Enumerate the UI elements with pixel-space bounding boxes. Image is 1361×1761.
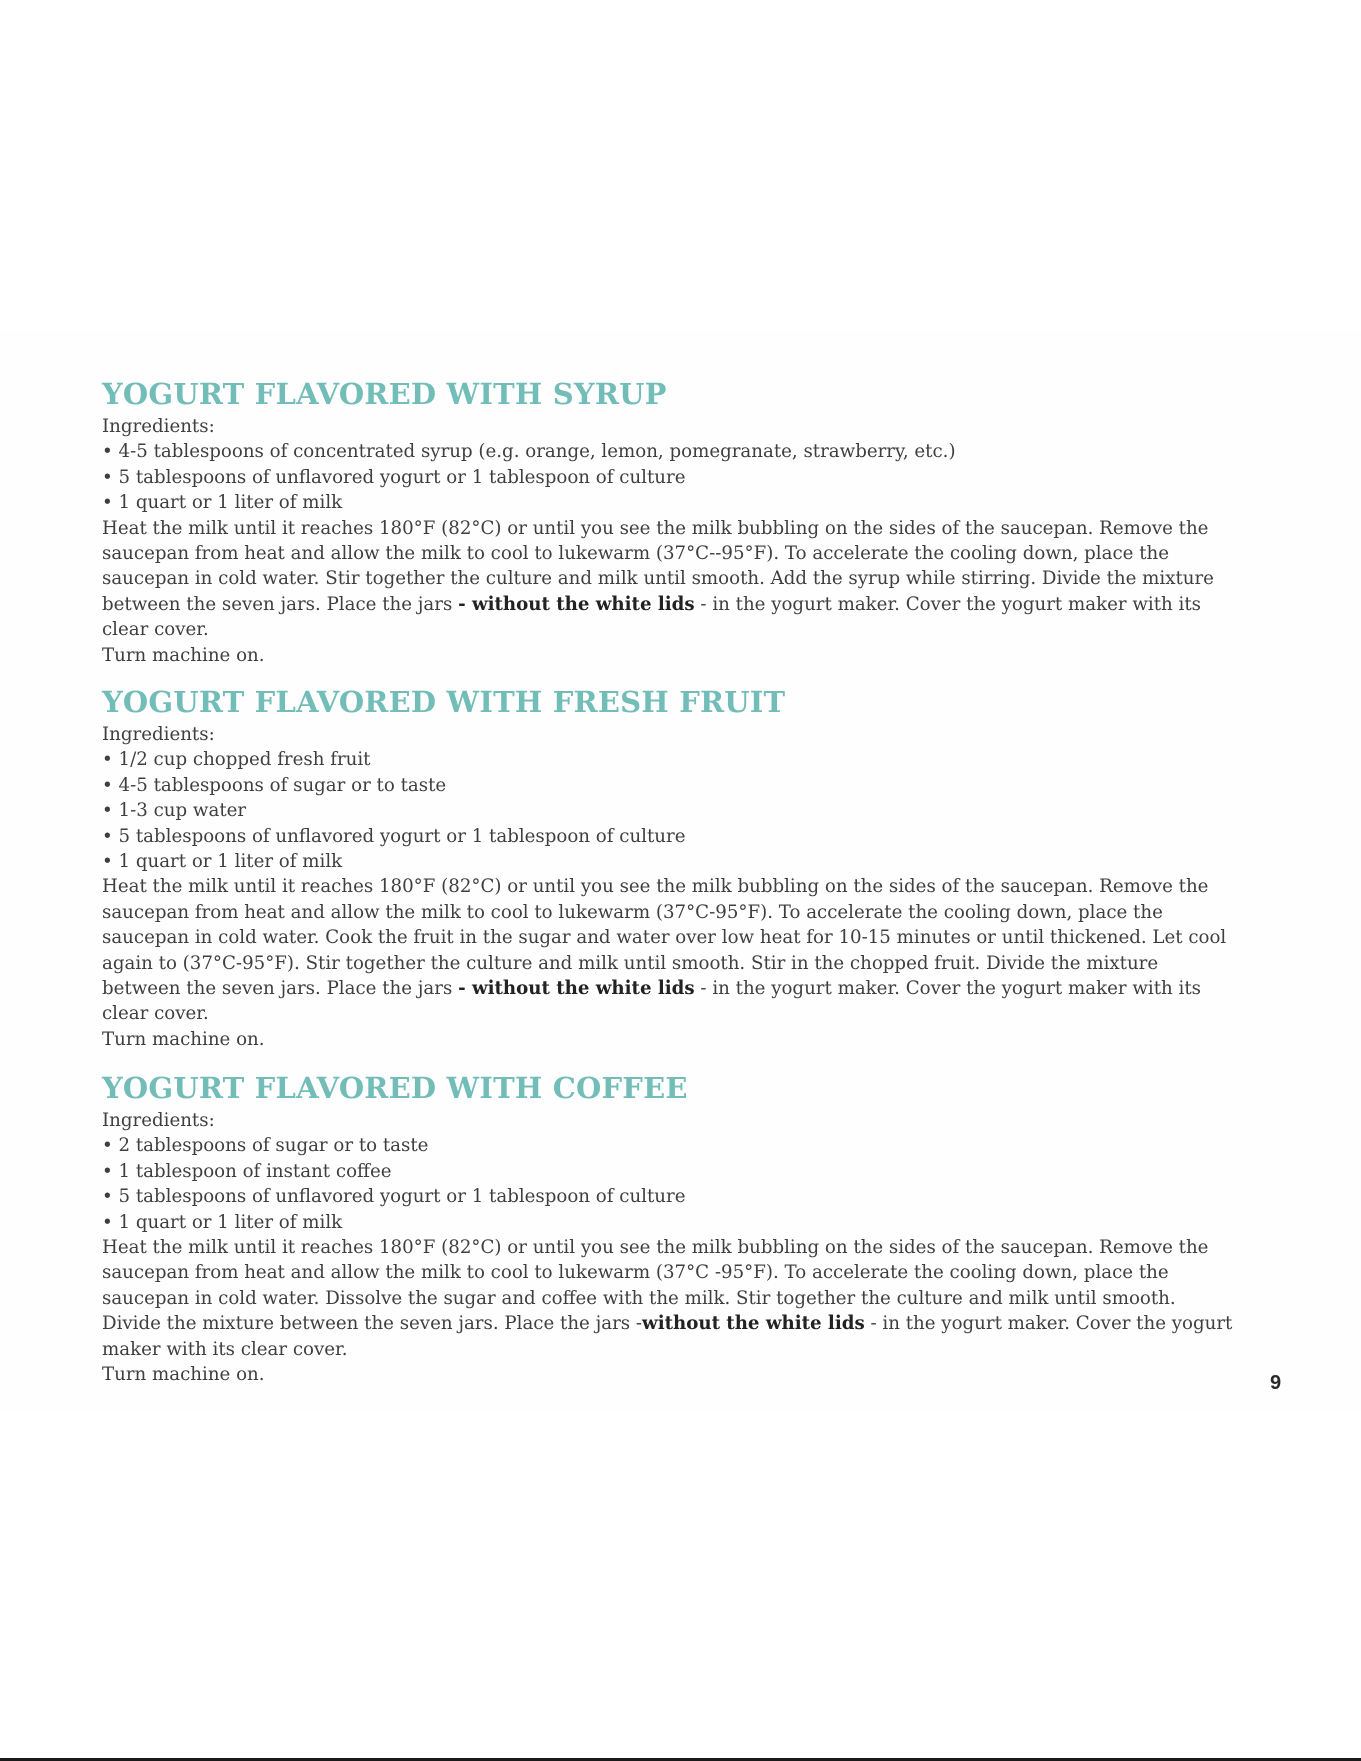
method-line: clear cover. <box>102 619 209 641</box>
method-text <box>102 516 1262 668</box>
method-line: again to (37°C-95°F). Stir together the culture and milk until smooth. Stir in the chopped fruit. Divide the mixture <box>102 952 1159 974</box>
recipe-fresh-fruit <box>102 682 1262 1052</box>
ingredients-label: Ingredients: <box>102 1110 215 1131</box>
method-line: Heat the milk until it reaches 180°F (82°C) or until you see the milk bubbling on the sides of the saucepan. Remove the <box>102 876 1209 898</box>
recipe-title: YOGURT FLAVORED WITH FRESH FRUIT <box>102 685 786 719</box>
method-line-lids <box>102 1311 1262 1336</box>
page-number: 9 <box>1270 1372 1282 1394</box>
lids-warning: - without the white lids <box>458 593 695 615</box>
method-line: Heat the milk until it reaches 180°F (82°C) or until you see the milk bubbling on the sides of the saucepan. Remove the <box>102 1237 1209 1259</box>
lids-text-after: - in the yogurt maker. Cover the yogurt maker with its <box>694 978 1202 1000</box>
method-line: saucepan from heat and allow the milk to cool to lukewarm (37°C-95°F). To accelerate the cooling down, place the <box>102 901 1163 923</box>
ingredient-item: • 1 tablespoon of instant coffee <box>102 1160 392 1182</box>
lids-text-before: Divide the mixture between the seven jars. Place the jars - <box>102 1313 643 1335</box>
ingredient-item: • 5 tablespoons of unflavored yogurt or 1 tablespoon of culture <box>102 466 686 488</box>
lids-text-after: - in the yogurt maker. Cover the yogurt maker with its <box>694 593 1202 615</box>
recipe-title: YOGURT FLAVORED WITH SYRUP <box>102 377 667 411</box>
method-text <box>102 874 1262 1052</box>
recipe-title: YOGURT FLAVORED WITH COFFEE <box>102 1071 688 1105</box>
method-line: clear cover. <box>102 1003 209 1025</box>
ingredient-item: • 5 tablespoons of unflavored yogurt or 1 tablespoon of culture <box>102 1186 686 1208</box>
lids-text-after: - in the yogurt maker. Cover the yogurt <box>864 1313 1233 1335</box>
ingredient-item: • 5 tablespoons of unflavored yogurt or 1 tablespoon of culture <box>102 825 686 847</box>
recipe-coffee <box>102 1068 1262 1387</box>
method-line-lids <box>102 592 1262 617</box>
method-line: saucepan from heat and allow the milk to cool to lukewarm (37°C -95°F). To accelerate the cooling down, place the <box>102 1262 1169 1284</box>
recipe-syrup <box>102 374 1262 668</box>
ingredient-item: • 1 quart or 1 liter of milk <box>102 851 343 873</box>
method-line: maker with its clear cover. <box>102 1338 348 1360</box>
ingredient-item: • 1-3 cup water <box>102 800 247 822</box>
turn-on-instruction: Turn machine on. <box>102 1028 265 1050</box>
method-line: saucepan in cold water. Stir together the culture and milk until smooth. Add the syrup while stirring. Divide the mixture <box>102 568 1214 590</box>
ingredients-label: Ingredients: <box>102 416 215 437</box>
turn-on-instruction: Turn machine on. <box>102 1364 265 1386</box>
ingredient-item: • 1 quart or 1 liter of milk <box>102 492 343 514</box>
lids-warning: without the white lids <box>642 1313 865 1335</box>
ingredient-item: • 4-5 tablespoons of sugar or to taste <box>102 774 447 796</box>
ingredients-label: Ingredients: <box>102 724 215 745</box>
lids-warning: - without the white lids <box>458 978 695 1000</box>
turn-on-instruction: Turn machine on. <box>102 644 265 666</box>
method-text <box>102 1235 1262 1387</box>
method-line: saucepan in cold water. Cook the fruit in the sugar and water over low heat for 10-15 minutes or until thickened. Let cool <box>102 927 1227 949</box>
ingredient-item: • 1/2 cup chopped fresh fruit <box>102 749 371 771</box>
ingredient-item: • 2 tablespoons of sugar or to taste <box>102 1135 429 1157</box>
method-line-lids <box>102 976 1262 1001</box>
ingredient-item: • 1 quart or 1 liter of milk <box>102 1211 343 1233</box>
lids-text-before: between the seven jars. Place the jars <box>102 593 459 615</box>
method-line: saucepan from heat and allow the milk to cool to lukewarm (37°C--95°F). To accelerate the cooling down, place the <box>102 543 1169 565</box>
lids-text-before: between the seven jars. Place the jars <box>102 978 459 1000</box>
method-line: saucepan in cold water. Dissolve the sugar and coffee with the milk. Stir together the culture and milk until smooth. <box>102 1287 1176 1309</box>
method-line: Heat the milk until it reaches 180°F (82°C) or until you see the milk bubbling on the sides of the saucepan. Remove the <box>102 517 1209 539</box>
ingredient-item: • 4-5 tablespoons of concentrated syrup (e.g. orange, lemon, pomegranate, strawberry, etc.) <box>102 441 956 463</box>
